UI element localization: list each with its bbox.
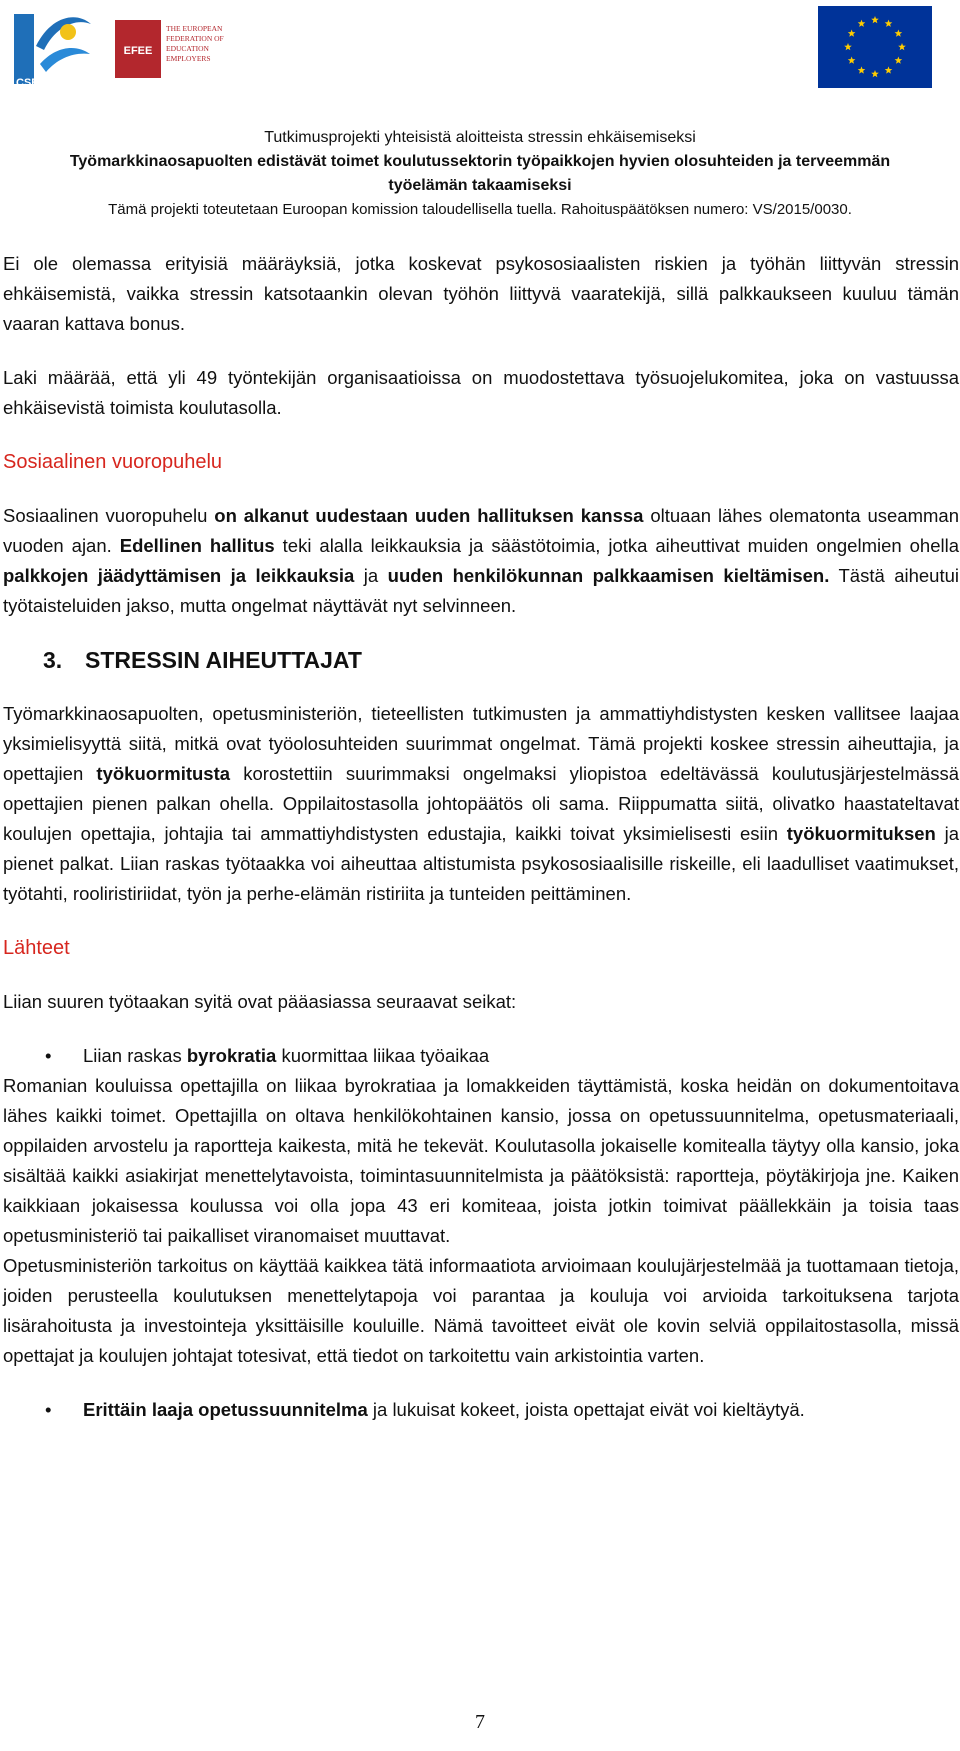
efee-name-4: EMPLOYERS bbox=[166, 54, 211, 63]
etuce-text: ETUCE bbox=[2, 19, 12, 50]
text-run: Liian raskas bbox=[83, 1045, 187, 1066]
text-run: Sosiaalinen vuoropuhelu bbox=[3, 505, 215, 526]
page-number: 7 bbox=[475, 1711, 485, 1733]
header-subtitle-line2: työelämän takaamiseksi bbox=[388, 177, 572, 194]
csee-text: CSEE bbox=[16, 77, 46, 89]
heading-social-dialogue: Sosiaalinen vuoropuhelu bbox=[3, 451, 223, 473]
bold-run: uuden henkilökunnan palkkaamisen kieltämisen. bbox=[387, 565, 830, 586]
text-run: Työmarkkinaosapuolten, opetusministeriön, tieteellisten tutkimusten ja ammattiyhdistysten kesken vallitsee laajaa yksimielisyyttä siitä, mitkä ovat työolosuhteiden suurimmat ongelmat. Tämä projekti koskee stressin aiheuttajia, ja opettajien bbox=[3, 703, 959, 784]
efee-logo bbox=[115, 20, 245, 80]
bullet-icon: • bbox=[45, 1399, 52, 1420]
heading-sources: Lähteet bbox=[3, 937, 70, 959]
paragraph-romania-bureaucracy: Romanian kouluissa opettajilla on liikaa byrokratiaa ja lomakkeiden täyttämistä, koska heidän on dokumentoitava lähes kaikki toimet. Opettajilla on oltava henkilökohtainen kansio, jossa on opetussuunnitelma, opetusmateriaali, oppilaiden arvostelu ja raportteja kaikesta, mitä he tekevät. Koulutasolla jokaiselle komitealla täytyy olla kansio, joka sisältää kaikki asiakirjat menettelytavoista, toimintasuunnitelmista ja päätöksistä: raportteja, pöytäkirjoja jne. Kaiken kaikkiaan jokaisessa koulussa voi olla jopa 43 eri komiteaa, joista jotkin toimivat päällekkäin ja toisia taas opetusministeriö tai paikalliset viranomaiset muuttavat. bbox=[3, 1075, 959, 1246]
paragraph-regulations: Ei ole olemassa erityisiä määräyksiä, jotka koskevat psykososiaalisten riskien ja työhän liittyvän stressin ehkäisemistä, vaikka stressin katsotaankin olevan työhön liittyvä vaaratekijä, sillä palkkaukseen kuuluu tämän vaaran kattava bonus. bbox=[3, 253, 959, 334]
etuce-csee-logo bbox=[2, 6, 96, 92]
text-run: ja pienet palkat. Liian raskas työtaakka voi aiheuttaa altistumista psykososiaalisille riskeille, eli laadulliset vaatimukset, työtahti, rooliristiriidat, työn ja perhe-elämän ristiriita ja tunteiden peittäminen. bbox=[3, 823, 959, 904]
header-project-title: Tutkimusprojekti yhteisistä aloitteista stressin ehkäisemiseksi bbox=[264, 129, 696, 146]
text-run: kuormittaa liikaa työaikaa bbox=[276, 1045, 490, 1066]
text-run: oltuaan lähes olematonta useamman vuoden ajan. bbox=[3, 505, 959, 556]
text-run: Tästä aiheutui työtaisteluiden jakso, mutta ongelmat näyttävät nyt selvinneen. bbox=[3, 565, 960, 616]
efee-name-1: THE EUROPEAN bbox=[166, 24, 223, 33]
section-title: STRESSIN AIHEUTTAJAT bbox=[85, 647, 362, 673]
efee-name-3: EDUCATION bbox=[166, 44, 209, 53]
section-number: 3. bbox=[43, 647, 63, 673]
bold-run: on alkanut uudestaan uuden hallituksen kanssa bbox=[214, 505, 644, 526]
bullet-bureaucracy bbox=[3, 1041, 959, 1071]
section-heading-stressors bbox=[3, 645, 959, 675]
text-run: teki alalla leikkauksia ja säästötoimia, jotka aiheuttivat muiden ongelmien ohella bbox=[274, 535, 960, 556]
document-body bbox=[3, 249, 959, 1425]
bold-run: Edellinen hallitus bbox=[119, 535, 275, 556]
eu-flag-logo bbox=[818, 6, 932, 88]
efee-mark: EFEE bbox=[123, 45, 153, 57]
bold-run: Erittäin laaja opetussuunnitelma bbox=[83, 1399, 368, 1420]
paragraph-social-dialogue bbox=[3, 501, 959, 621]
paragraph-sources-intro: Liian suuren työtaakan syitä ovat pääasiassa seuraavat seikat: bbox=[3, 991, 517, 1012]
header-subtitle-line1: Työmarkkinaosapuolten edistävät toimet koulutussektorin työpaikkojen hyvien olosuhteiden ja terveemmän bbox=[69, 153, 891, 170]
text-run: ja lukuisat kokeet, joista opettajat eivät voi kieltäytyä. bbox=[367, 1399, 805, 1420]
bullet-curriculum bbox=[3, 1395, 959, 1425]
header-funding-note: Tämä projekti toteutetaan Euroopan komission taloudellisella tuella. Rahoituspäätöksen numero: VS/2015/0030. bbox=[108, 201, 852, 218]
text-run: korostettiin suurimmaksi ongelmaksi yliopistoa edeltävässä koulutusjärjestelmässä opettajien pienen palkan ohella. Oppilaitostasolla johtopäätös oli sama. Riippumatta siitä, olivatko haastateltavat koulujen opettajia, johtajia tai ammattiyhdistysten edustajia, kaikki toivat yksimielisesti esiin bbox=[3, 763, 959, 844]
paragraph-stressors bbox=[3, 699, 959, 909]
bold-run: työkuormitusta bbox=[96, 763, 231, 784]
bold-run: palkkojen jäädyttämisen ja leikkauksia bbox=[3, 565, 355, 586]
bold-run: työkuormituksen bbox=[786, 823, 936, 844]
bullet-icon: • bbox=[45, 1045, 52, 1066]
document-header bbox=[0, 126, 960, 222]
efee-name-2: FEDERATION OF bbox=[166, 34, 224, 43]
bold-run: byrokratia bbox=[186, 1045, 277, 1066]
paragraph-ministry-purpose: Opetusministeriön tarkoitus on käyttää kaikkea tätä informaatiota arvioimaan koulujärjestelmää ja tuottamaan tietoja, joiden perusteella koulutuksen menettelytapoja voi parantaa ja kouluja voi arvioida tarkoituksena tarjota lisärahoitusta ja investointeja yksittäisille kouluille. Nämä tavoitteet eivät ole kovin selviä oppilaitostasolla, missä opettajat ja koulujen johtajat totesivat, että tiedot on tarkoitettu vain arkistointia varten. bbox=[3, 1255, 959, 1366]
paragraph-safety-committee: Laki määrää, että yli 49 työntekijän organisaatioissa on muodostettava työsuojelukomitea, joka on vastuussa ehkäisevistä toimista koulutasolla. bbox=[3, 367, 959, 418]
text-run: ja bbox=[354, 565, 388, 586]
logo-bar bbox=[0, 6, 960, 92]
